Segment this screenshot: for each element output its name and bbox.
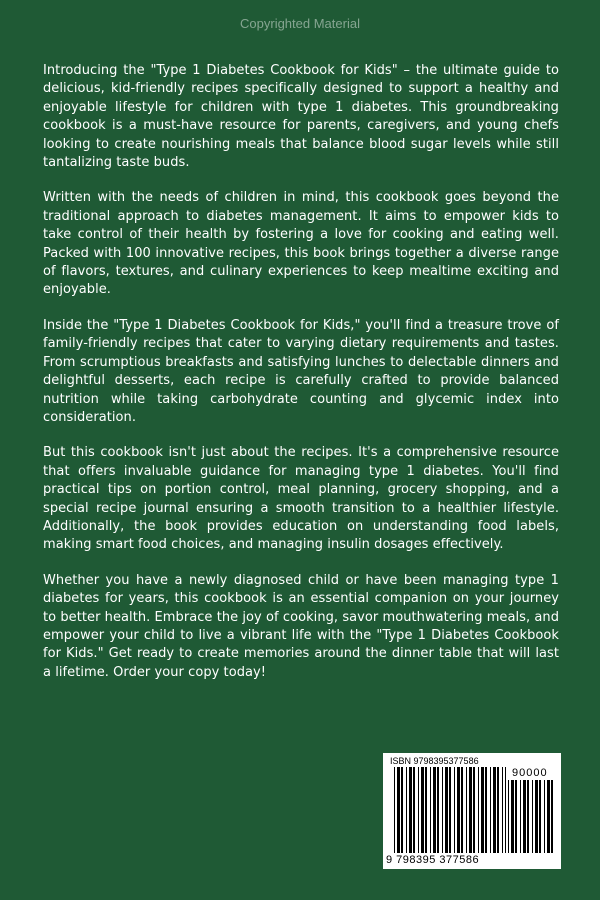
barcode-bar [508, 780, 509, 853]
barcode-bar [457, 767, 460, 853]
barcode-bar [461, 767, 463, 853]
barcode-bar [532, 780, 533, 853]
barcode-bar [473, 767, 475, 853]
barcode-bar [421, 767, 424, 853]
barcode-bar [401, 767, 403, 853]
paragraph-introduction: Introducing the "Type 1 Diabetes Cookbook for Kids" – the ultimate guide to delicious, kid-friendly recipes specifically designed to support a healthy and enjoyable lifestyle for children with type 1 diabetes. This groundbreaking cookbook is a must-have resource for parents, caregivers, and young chefs looking to create nourishing meals that balance blood sugar levels while still tantalizing taste buds. [43, 63, 559, 171]
barcode-bar [539, 780, 541, 853]
copyright-watermark-top: Copyrighted Material [240, 16, 360, 31]
barcode-bar [433, 767, 436, 853]
barcode-bar [466, 767, 467, 853]
paragraph-beyond-recipes: But this cookbook isn't just about the recipes. It's a comprehensive resource that offers invaluable guidance for managing type 1 diabetes. You'll find practical tips on portion control, meal planning, grocery shopping, and a special recipe journal ensuring a smooth transition to a healthier lifestyle. Additionally, the book provides education on understanding food labels, making smart food choices, and managing insulin dosages effectively. [43, 445, 559, 553]
barcode-bar [469, 767, 472, 853]
barcode-bar [485, 767, 487, 853]
ean-barcode [394, 767, 506, 853]
barcode-bar [515, 780, 517, 853]
barcode-bar [437, 767, 439, 853]
barcode-bar [481, 767, 484, 853]
barcode-bar [493, 767, 496, 853]
barcode-bar [406, 767, 407, 853]
barcode-bar [449, 767, 451, 853]
barcode-bar [547, 780, 550, 853]
barcode-bar [497, 767, 499, 853]
barcode-bar [490, 767, 491, 853]
barcode-bar [527, 780, 529, 853]
barcode-bar [520, 780, 521, 853]
barcode-bar [544, 780, 545, 853]
paragraph-written-for-children: Written with the needs of children in mind, this cookbook goes beyond the traditional approach to diabetes management. It aims to empower kids to take control of their health by fostering a love for cooking and eating well. Packed with 100 innovative recipes, this book brings together a diverse range of flavors, textures, and culinary experiences to keep mealtime exciting and enjoyable. [43, 190, 559, 298]
barcode-bar [523, 780, 526, 853]
barcode-bar [442, 767, 443, 853]
barcode-bar [535, 780, 538, 853]
barcode-bar [454, 767, 455, 853]
barcode-bar [425, 767, 427, 853]
barcode-bar [413, 767, 415, 853]
barcode-bar [394, 767, 395, 853]
paragraph-inside-the-book: Inside the "Type 1 Diabetes Cookbook for Kids," you'll find a treasure trove of family-friendly recipes that cater to varying dietary requirements and tastes. From scrumptious breakfasts and satisfying lunches to delectable dinners and delightful desserts, each recipe is carefully crafted to provide balanced nutrition while taking carbohydrate counting and glycemic index into consideration. [43, 317, 559, 425]
barcode-bar [551, 780, 553, 853]
barcode-bar [511, 780, 514, 853]
barcode-bar [505, 767, 506, 853]
barcode-digits: 9 798395 377586 [386, 854, 480, 866]
back-cover-description [43, 62, 559, 699]
isbn-label: ISBN 9798395377586 [390, 756, 479, 766]
barcode-bar [430, 767, 431, 853]
barcode-bar [478, 767, 479, 853]
barcode-bar [409, 767, 412, 853]
barcode-bar [445, 767, 448, 853]
barcode-bar [397, 767, 400, 853]
price-addon-code: 90000 [512, 767, 548, 779]
paragraph-call-to-action: Whether you have a newly diagnosed child or have been managing type 1 diabetes for years, this cookbook is an essential companion on your journey to better health. Embrace the joy of cooking, savor mouthwatering meals, and empower your child to live a vibrant life with the "Type 1 Diabetes Cookbook for Kids." Get ready to create memories around the dinner table that will last a lifetime. Order your copy today! [43, 572, 559, 680]
barcode-bar [418, 767, 419, 853]
addon-barcode [508, 780, 555, 853]
barcode-bar [502, 767, 503, 853]
isbn-barcode-box [383, 753, 561, 869]
